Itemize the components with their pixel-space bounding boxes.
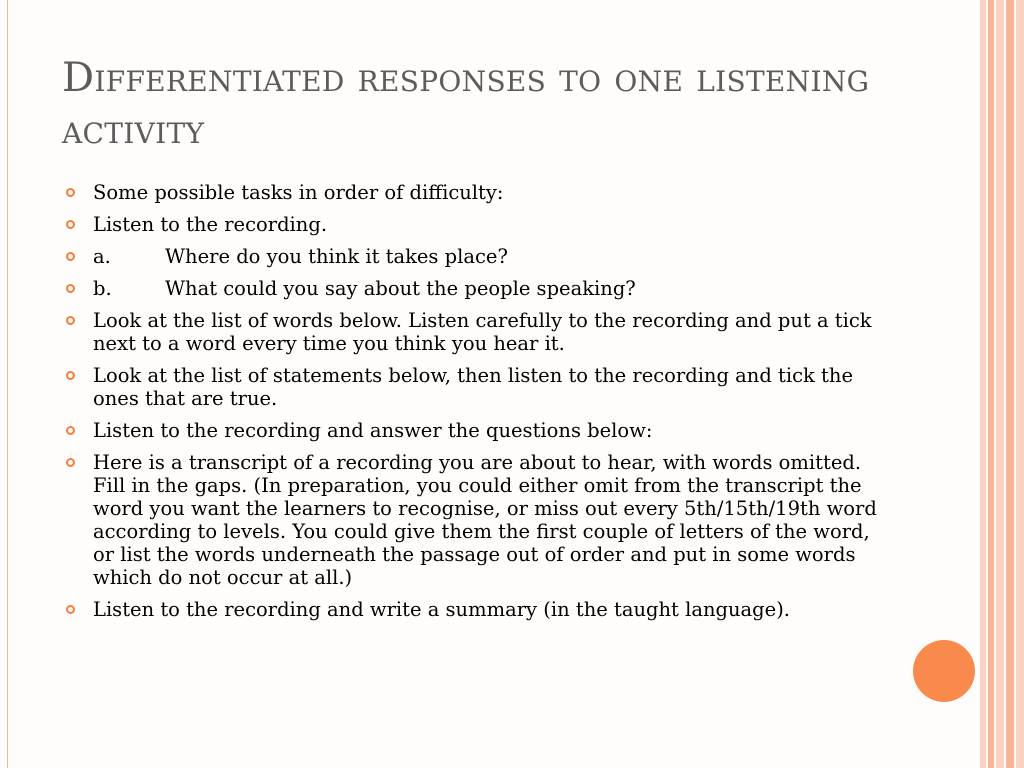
stripe — [1016, 0, 1024, 768]
list-item — [66, 451, 886, 589]
list-item — [66, 309, 886, 355]
bullet-list — [66, 181, 886, 630]
list-item — [66, 277, 886, 300]
list-item — [66, 181, 886, 204]
bullet-circle-icon — [66, 188, 75, 197]
list-item-text: What could you say about the people speaking? — [165, 277, 636, 300]
bullet-circle-icon — [66, 220, 75, 229]
bullet-circle-icon — [66, 316, 75, 325]
list-item-text: Look at the list of statements below, then listen to the recording and tick the ones that are true. — [93, 364, 853, 410]
list-item — [66, 364, 886, 410]
list-item-text: Listen to the recording and answer the questions below: — [93, 419, 653, 442]
list-item-text: Listen to the recording and write a summary (in the taught language). — [93, 598, 791, 621]
list-item — [66, 598, 886, 621]
list-item-text: Here is a transcript of a recording you are about to hear, with words omitted. Fill in the gaps. (In preparation, you could either omit from the transcript the word you want the learners to recognise, or miss out every 5th/15th/19th word according to levels. You could give them the first couple of letters of the word, or list the words underneath the passage out of order and put in some words which do not occur at all.) — [93, 451, 877, 589]
list-item-text: Some possible tasks in order of difficulty: — [93, 181, 504, 204]
bullet-circle-icon — [66, 426, 75, 435]
stripe — [996, 0, 1004, 768]
bullet-circle-icon — [66, 371, 75, 380]
right-decorative-stripes — [980, 0, 1024, 768]
list-item — [66, 245, 886, 268]
stripe — [980, 0, 986, 768]
bullet-circle-icon — [66, 252, 75, 261]
list-item — [66, 213, 886, 236]
decorative-orange-circle — [913, 640, 975, 702]
list-item — [66, 419, 886, 442]
list-item-text: Listen to the recording. — [93, 213, 328, 236]
slide-title: Differentiated responses to one listening activity — [62, 55, 870, 153]
bullet-circle-icon — [66, 605, 75, 614]
list-item-label: b. — [93, 277, 112, 300]
stripe — [988, 0, 994, 768]
list-item-label: a. — [93, 245, 111, 268]
list-item-text: Where do you think it takes place? — [165, 245, 508, 268]
left-border-line — [7, 0, 8, 768]
stripe — [1006, 0, 1014, 768]
bullet-circle-icon — [66, 284, 75, 293]
list-item-text: Look at the list of words below. Listen carefully to the recording and put a tick next to a word every time you think you hear it. — [93, 309, 872, 355]
bullet-circle-icon — [66, 458, 75, 467]
